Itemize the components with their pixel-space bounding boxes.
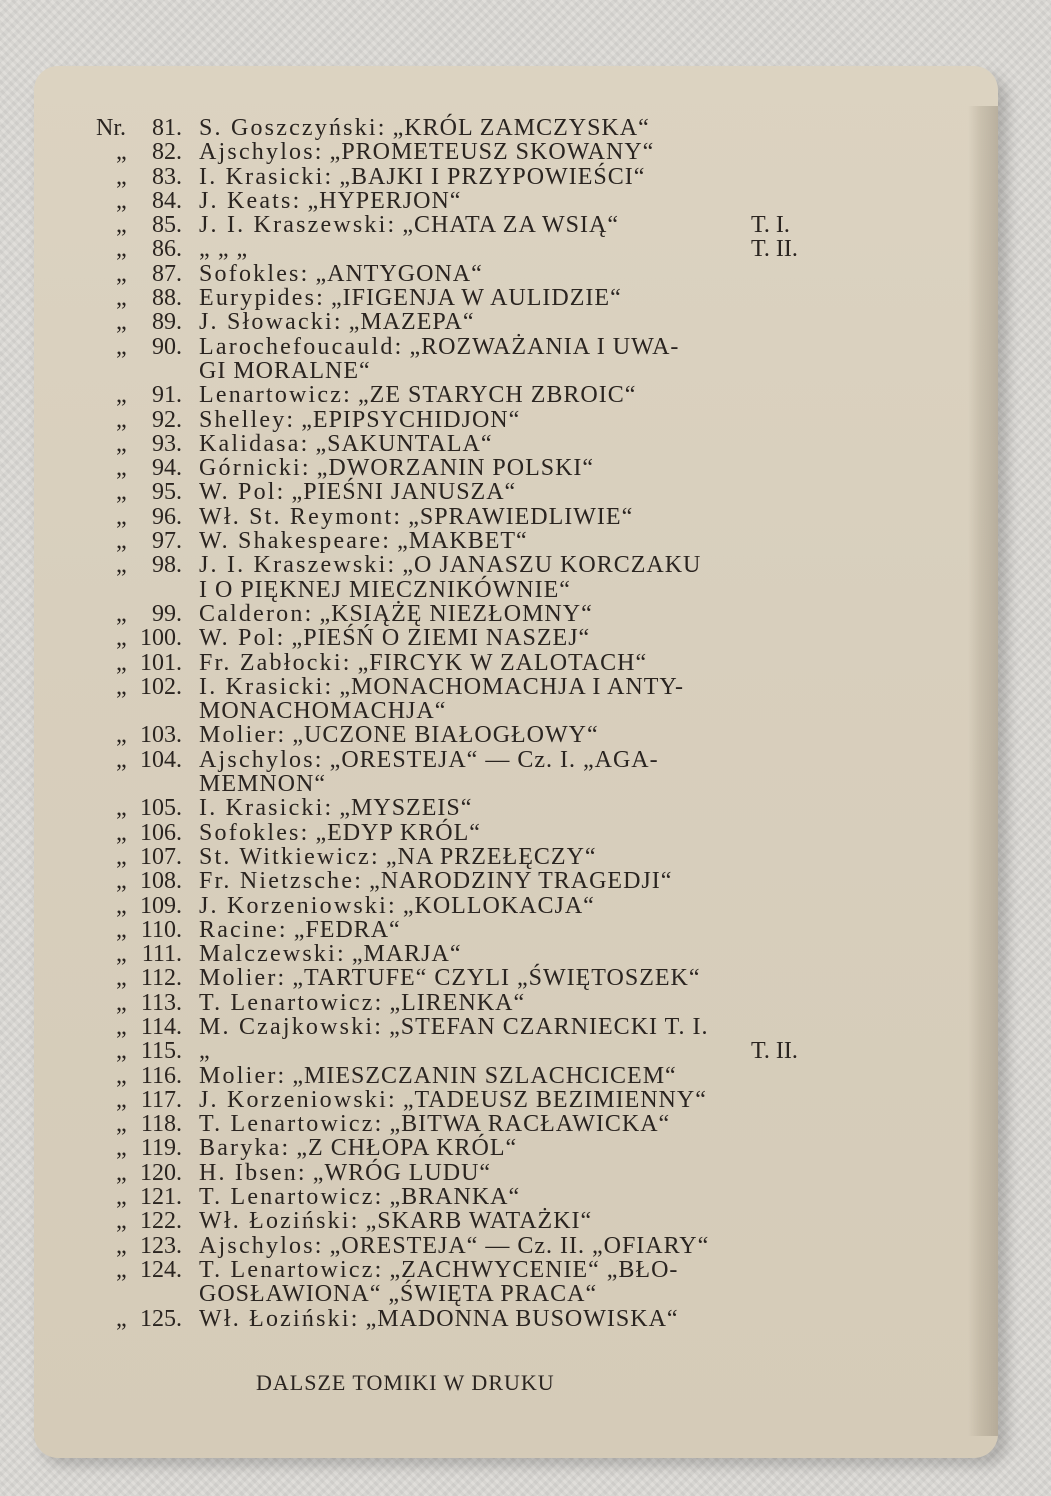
entry-author: I. Krasicki:: [199, 163, 334, 190]
entry-text: [199, 1209, 819, 1233]
entry-text: [199, 262, 819, 286]
list-item: [96, 1234, 836, 1258]
volume-number: 108.: [140, 868, 182, 895]
volume-part: T. II.: [751, 1038, 798, 1065]
ditto-mark: „: [116, 1208, 127, 1235]
entry-title: „KRÓL ZAMCZYSKA“: [392, 115, 650, 141]
entry-text: [199, 1136, 819, 1160]
entry-text: [199, 626, 819, 650]
entry-title: „UCZONE BIAŁOGŁOWY“: [292, 722, 599, 749]
entry-title: „ORESTEJA“ — Cz. II. „OFIARY“: [329, 1232, 710, 1259]
entry-author: Wł. St. Reymont:: [199, 503, 403, 530]
ditto-mark: „: [116, 1135, 127, 1162]
list-item: [96, 1088, 836, 1112]
entry-title: „TADEUSZ BEZIMIENNY“: [402, 1086, 707, 1113]
entry-author: T. Lenartowicz:: [199, 989, 384, 1016]
ditto-mark: „: [116, 649, 127, 676]
list-item: [96, 408, 836, 432]
entry-title: „ZE STARYCH ZBROIC“: [358, 382, 637, 409]
list-item: [96, 796, 836, 820]
list-item: [96, 529, 836, 553]
entry-title: „SAKUNTALA“: [315, 430, 493, 457]
entry-author: Eurypides:: [199, 285, 325, 312]
list-item: [96, 918, 836, 942]
ditto-mark: „: [116, 552, 127, 579]
entry-title: „PIEŚNI JANUSZA“: [291, 479, 517, 506]
entry-author: Ajschylos:: [199, 1232, 324, 1259]
entry-title: „KOLLOKACJA“: [402, 892, 595, 919]
entry-title-continued: GI MORALNE“: [199, 357, 371, 384]
entry-title: „ZACHWYCENIE“ „BŁO-: [389, 1256, 679, 1283]
entry-text: [199, 602, 819, 626]
entry-title: „SKARB WATAŻKI“: [365, 1208, 593, 1235]
entry-author: S. Goszczyński:: [199, 115, 387, 141]
entry-author: I. Krasicki:: [199, 795, 334, 822]
volume-number: 83.: [152, 163, 182, 190]
entry-text: [199, 1064, 819, 1088]
ditto-mark: „: [116, 1184, 127, 1211]
entry-title: „MAZEPA“: [348, 309, 475, 336]
entry-text: [199, 869, 819, 893]
list-item: [96, 966, 836, 990]
volume-number: 96.: [152, 503, 182, 530]
entry-text: [199, 1039, 819, 1063]
list-item: [96, 213, 836, 237]
ditto-mark: „: [116, 868, 127, 895]
ditto-mark: „: [116, 1013, 127, 1040]
entry-title: „KSIĄŻĘ NIEZŁOMNY“: [319, 600, 593, 627]
entry-author: Ajschylos:: [199, 139, 324, 166]
volume-number: 120.: [140, 1159, 182, 1186]
ditto-mark: „: [116, 1086, 127, 1113]
entry-title: „WRÓG LUDU“: [312, 1159, 492, 1186]
entry-text: [199, 383, 819, 407]
entry-text: [199, 1185, 819, 1209]
volume-number: 84.: [152, 187, 182, 214]
entry-title: „TARTUFE“ CZYLI „ŚWIĘTOSZEK“: [292, 965, 701, 992]
ditto-mark: „: [116, 892, 127, 919]
list-item: [96, 1258, 836, 1307]
entry-title: „O JANASZU KORCZAKU: [402, 552, 702, 579]
list-item: [96, 1136, 836, 1160]
ditto-mark: „: [116, 309, 127, 336]
entry-author: Fr. Zabłocki:: [199, 649, 352, 676]
entry-title-continued: MEMNON“: [199, 771, 326, 798]
entry-text: [199, 213, 819, 237]
entry-text: [199, 529, 819, 553]
entry-text: [199, 675, 819, 699]
entry-author: H. Ibsen:: [199, 1159, 307, 1186]
ditto-mark: „: [116, 1111, 127, 1138]
list-item: [96, 237, 836, 261]
entry-title: „FEDRA“: [293, 916, 401, 943]
entry-author: Sofokles:: [199, 819, 310, 846]
entry-title: „MAKBET“: [397, 528, 528, 555]
ditto-mark: „: [116, 212, 127, 239]
entry-title: „ANTYGONA“: [315, 260, 483, 287]
entry-author: J. I. Kraszewski:: [199, 212, 397, 239]
entry-author: Sofokles:: [199, 260, 310, 287]
entry-title: „PROMETEUSZ SKOWANY“: [329, 139, 655, 166]
list-item: [96, 310, 836, 334]
ditto-mark: „: [116, 236, 127, 263]
ditto-mark: „: [116, 625, 127, 652]
entry-author: Molier:: [199, 722, 287, 749]
number-prefix: Nr.: [96, 115, 126, 141]
entry-title: „EDYP KRÓL“: [315, 819, 481, 846]
entry-text: [199, 894, 819, 918]
list-item: [96, 602, 836, 626]
entry-author: Górnicki:: [199, 455, 311, 482]
entry-author: T. Lenartowicz:: [199, 1184, 384, 1211]
entry-author: J. Keats:: [199, 187, 302, 214]
list-item: [96, 651, 836, 675]
list-item: [96, 723, 836, 747]
volume-part: T. I.: [751, 212, 790, 239]
volume-number: 123.: [140, 1232, 182, 1259]
entry-text: [199, 821, 819, 845]
ditto-mark: „: [116, 916, 127, 943]
list-item: [96, 991, 836, 1015]
entry-author: Malczewski:: [199, 941, 346, 968]
ditto-mark: „: [116, 600, 127, 627]
entry-author: J. Korzeniowski:: [199, 1086, 397, 1113]
entry-text: [199, 553, 819, 577]
volume-number: 114.: [140, 1013, 182, 1040]
entry-title: „BITWA RACŁAWICKA“: [389, 1111, 671, 1138]
entry-author: I. Krasicki:: [199, 673, 334, 700]
ditto-mark: „: [116, 989, 127, 1016]
list-item: [96, 335, 836, 384]
ditto-mark: „: [116, 503, 127, 530]
entry-author: T. Lenartowicz:: [199, 1256, 384, 1283]
list-item: [96, 748, 836, 797]
ditto-mark: „: [116, 382, 127, 409]
list-item: [96, 456, 836, 480]
entry-title: „MARJA“: [351, 941, 462, 968]
ditto-mark: „: [116, 479, 127, 506]
ditto-mark: „: [116, 673, 127, 700]
entry-title: „FIRCYK W ZALOTACH“: [357, 649, 648, 676]
ditto-mark: „: [116, 430, 127, 457]
entry-text: [199, 456, 819, 480]
entry-text: [199, 1161, 819, 1185]
ditto-mark: „: [116, 1256, 127, 1283]
entry-text: [199, 286, 819, 310]
entry-author: Calderon:: [199, 600, 314, 627]
ditto-mark: „: [116, 1062, 127, 1089]
volume-number: 94.: [152, 455, 182, 482]
entry-title: „MADONNA BUSOWISKA“: [365, 1305, 679, 1332]
entry-author: St. Witkiewicz:: [199, 843, 380, 870]
entry-author: Wł. Łoziński:: [199, 1305, 360, 1332]
entry-author: Molier:: [199, 965, 287, 992]
list-item: [96, 189, 836, 213]
entry-author: T. Lenartowicz:: [199, 1111, 384, 1138]
entry-title: „MIESZCZANIN SZLACHCICEM“: [292, 1062, 677, 1089]
entry-title: „Z CHŁOPA KRÓL“: [296, 1135, 518, 1162]
ditto-mark: „: [116, 1038, 127, 1065]
ditto-mark: „: [116, 1159, 127, 1186]
entry-text: [199, 651, 819, 675]
volume-number: 98.: [152, 552, 182, 579]
ditto-mark: „: [116, 795, 127, 822]
entry-title: „NARODZINY TRAGEDJI“: [369, 868, 673, 895]
list-item: [96, 1161, 836, 1185]
entry-title: „DWORZANIN POLSKI“: [316, 455, 595, 482]
list-item: [96, 286, 836, 310]
entry-text: [199, 1088, 819, 1112]
entry-text: [199, 991, 819, 1015]
ditto-mark: „: [116, 406, 127, 433]
entry-author: Shelley:: [199, 406, 296, 433]
volume-number: 101.: [140, 649, 182, 676]
volume-number: 104.: [140, 746, 182, 773]
entry-text: [199, 1307, 819, 1331]
ditto-mark: „: [116, 187, 127, 214]
entry-text: [199, 966, 819, 990]
entry-author: Racine:: [199, 916, 288, 943]
entry-text: [199, 796, 819, 820]
volume-number: 109.: [140, 892, 182, 919]
ditto-mark: „: [116, 528, 127, 555]
volume-number: 121.: [140, 1184, 182, 1211]
entry-title: „MONACHOMACHJA I ANTY-: [339, 673, 685, 700]
entry-text: [199, 310, 819, 334]
volume-number: 118.: [140, 1111, 182, 1138]
list-item: [96, 894, 836, 918]
volume-number: 99.: [152, 600, 182, 627]
list-item: [96, 116, 836, 140]
volume-number: 97.: [152, 528, 182, 555]
entry-author: Baryka:: [199, 1135, 291, 1162]
volume-number: 103.: [140, 722, 182, 749]
list-item: [96, 1039, 836, 1063]
ditto-mark: „: [116, 163, 127, 190]
entry-title-continued: I O PIĘKNEJ MIECZNIKÓWNIE“: [199, 576, 571, 603]
volume-number: 90.: [152, 333, 182, 360]
entry-title: „MYSZEIS“: [339, 795, 473, 822]
volume-number: 115.: [140, 1038, 182, 1065]
volume-number: 81.: [152, 115, 182, 141]
entry-text: [199, 1258, 819, 1282]
entry-title: „ „: [217, 236, 249, 263]
volume-number: 102.: [140, 673, 182, 700]
entry-text: [199, 1234, 819, 1258]
volume-number: 95.: [152, 479, 182, 506]
entry-text: [199, 165, 819, 189]
entry-author: Fr. Nietzsche:: [199, 868, 364, 895]
volume-number: 125.: [140, 1305, 182, 1332]
entry-title: „SPRAWIEDLIWIE“: [408, 503, 634, 530]
volume-number: 91.: [152, 382, 182, 409]
list-item: [96, 165, 836, 189]
volume-number: 122.: [140, 1208, 182, 1235]
ditto-mark: „: [116, 746, 127, 773]
volume-part: T. II.: [751, 236, 798, 263]
entry-title: „NA PRZEŁĘCZY“: [385, 843, 597, 870]
list-item: [96, 505, 836, 529]
list-item: [96, 480, 836, 504]
volume-number: 87.: [152, 260, 182, 287]
volume-number: 92.: [152, 406, 182, 433]
entry-text: [199, 116, 819, 140]
entry-author: J. I. Kraszewski:: [199, 552, 397, 579]
entry-title: „CHATA ZA WSIĄ“: [402, 212, 619, 239]
ditto-mark: „: [116, 843, 127, 870]
entry-text: [199, 1015, 819, 1039]
entry-author: J. Słowacki:: [199, 309, 343, 336]
volume-number: 116.: [140, 1062, 182, 1089]
entry-author: M. Czajkowski:: [199, 1013, 384, 1040]
volume-number: 112.: [140, 965, 182, 992]
ditto-mark: „: [116, 139, 127, 166]
volume-number: 89.: [152, 309, 182, 336]
ditto-mark: „: [116, 722, 127, 749]
entry-title: „STEFAN CZARNIECKI T. I.: [389, 1013, 709, 1040]
entry-text: [199, 1112, 819, 1136]
list-item: [96, 821, 836, 845]
ditto-mark: „: [116, 285, 127, 312]
list-item: [96, 262, 836, 286]
list-item: [96, 845, 836, 869]
entry-author: Wł. Łoziński:: [199, 1208, 360, 1235]
entry-text: [199, 140, 819, 164]
list-item: [96, 1112, 836, 1136]
ditto-mark: „: [116, 819, 127, 846]
entry-author: „: [199, 236, 212, 263]
entry-author: W. Shakespeare:: [199, 528, 392, 555]
entry-title: „ORESTEJA“ — Cz. I. „AGA-: [329, 746, 659, 773]
entry-author: W. Pol:: [199, 625, 286, 652]
entry-title-continued: GOSŁAWIONA“ „ŚWIĘTA PRACA“: [199, 1281, 598, 1308]
entry-title: „BAJKI I PRZYPOWIEŚCI“: [339, 163, 646, 190]
volume-number: 100.: [140, 625, 182, 652]
entry-title: „LIRENKA“: [389, 989, 526, 1016]
list-item: [96, 1185, 836, 1209]
entry-text: [199, 432, 819, 456]
entry-title: „IFIGENJA W AULIDZIE“: [330, 285, 622, 312]
entry-text: [199, 845, 819, 869]
volume-number: 124.: [140, 1256, 182, 1283]
entry-author: Lenartowicz:: [199, 382, 352, 409]
entry-text: [199, 918, 819, 942]
list-item: [96, 675, 836, 724]
volume-number: 105.: [140, 795, 182, 822]
entry-author: Ajschylos:: [199, 746, 324, 773]
ditto-mark: „: [116, 1232, 127, 1259]
volume-number: 119.: [140, 1135, 182, 1162]
entry-author: Kalidasa:: [199, 430, 310, 457]
volume-number: 107.: [140, 843, 182, 870]
entry-text: [199, 723, 819, 747]
entry-text: [199, 408, 819, 432]
entry-text: [199, 237, 819, 261]
ditto-mark: „: [116, 1305, 127, 1332]
volume-number: 117.: [140, 1086, 182, 1113]
list-item: [96, 626, 836, 650]
entry-title: „ROZWAŻANIA I UWA-: [409, 333, 680, 360]
list-item: [96, 942, 836, 966]
volume-number: 88.: [152, 285, 182, 312]
series-catalog-list: [96, 116, 836, 1331]
volume-number: 113.: [140, 989, 182, 1016]
list-item: [96, 869, 836, 893]
list-item: [96, 1307, 836, 1331]
entry-title: „BRANKA“: [389, 1184, 521, 1211]
entry-title-continued: MONACHOMACHJA“: [199, 698, 447, 725]
footer-note: DALSZE TOMIKI W DRUKU: [256, 1370, 555, 1395]
ditto-mark: „: [116, 941, 127, 968]
entry-text: [199, 942, 819, 966]
entry-author: J. Korzeniowski:: [199, 892, 397, 919]
list-item: [96, 383, 836, 407]
cover-edge: [968, 106, 998, 1436]
ditto-mark: „: [116, 455, 127, 482]
volume-number: 93.: [152, 430, 182, 457]
list-item: [96, 1015, 836, 1039]
entry-title: „PIEŚŃ O ZIEMI NASZEJ“: [291, 625, 591, 652]
volume-number: 106.: [140, 819, 182, 846]
list-item: [96, 553, 836, 602]
volume-number: 86.: [152, 236, 182, 263]
entry-author: W. Pol:: [199, 479, 286, 506]
list-item: [96, 1209, 836, 1233]
ditto-mark: „: [116, 333, 127, 360]
volume-number: 82.: [152, 139, 182, 166]
ditto-mark: „: [116, 260, 127, 287]
ditto-mark: „: [116, 965, 127, 992]
list-item: [96, 140, 836, 164]
volume-number: 111.: [141, 941, 182, 968]
list-item: [96, 432, 836, 456]
volume-number: 110.: [140, 916, 182, 943]
entry-title: „EPIPSYCHIDJON“: [301, 406, 521, 433]
entry-author: Molier:: [199, 1062, 287, 1089]
entry-text: [199, 189, 819, 213]
entry-author: „: [199, 1038, 212, 1065]
entry-text: [199, 480, 819, 504]
entry-author: Larochefoucauld:: [199, 333, 404, 360]
entry-title: „HYPERJON“: [307, 187, 462, 214]
entry-text: [199, 335, 819, 359]
list-item: [96, 1064, 836, 1088]
entry-text: [199, 748, 819, 772]
volume-number: 85.: [152, 212, 182, 239]
entry-text: [199, 505, 819, 529]
